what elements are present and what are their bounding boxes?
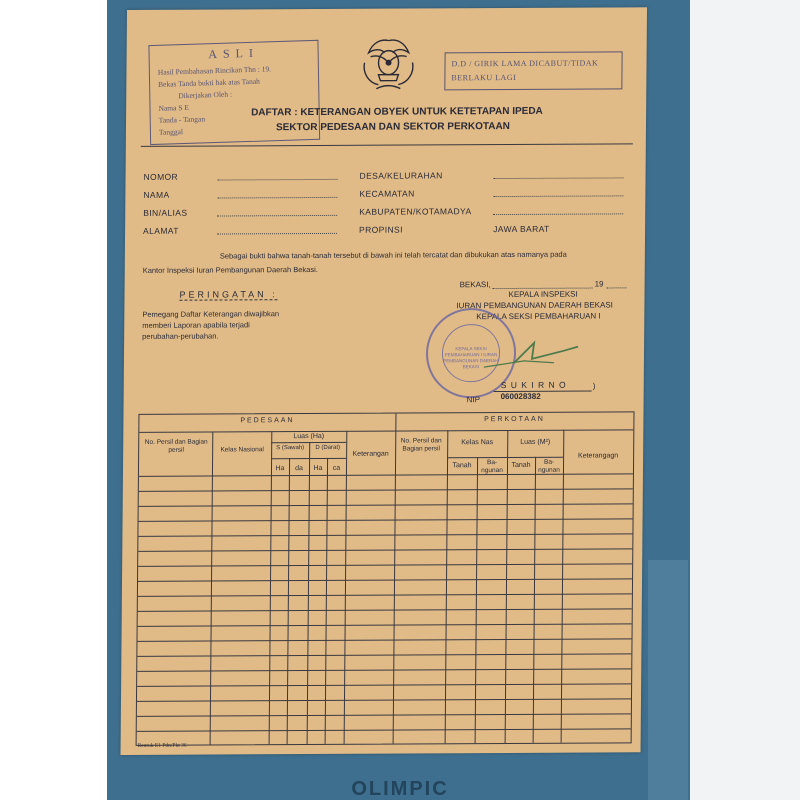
girik-stamp-line: BERLAKU LAGI [451,72,517,83]
asli-stamp-line: Bekas Tanda bukti hak atas Tanah [158,76,260,89]
warning-line: memberi Laporan apabila terjadi [142,320,250,330]
field-alamat-label: ALAMAT [143,225,179,236]
warning-line: Pemegang Daftar Keterangan diwajibkan [142,309,280,319]
field-nomor-label: NOMOR [143,171,179,182]
signatory-line: KEPALA INSPEKSI [508,289,578,299]
field-bin-alias-line[interactable] [217,215,337,217]
backdrop-fold [648,560,688,800]
header-tanah: Tanah [452,462,472,470]
asli-stamp-line: Tanda - Tangan [158,114,206,125]
form-code: Bentuk E1 Pdn/Pkt 36 [137,742,187,749]
field-nama-line[interactable] [217,197,337,199]
field-nomor-line[interactable] [218,179,338,181]
header-persil-kota: No. Persil dan Bagian persil [400,437,442,453]
asli-stamp-line: Nama S E [158,102,190,113]
header-da: da [295,465,303,473]
girik-stamp-line: D.D / GIRIK LAMA DICABUT/TIDAK [451,58,599,69]
year-line[interactable] [607,287,627,288]
backdrop-label: OLIMPIC [351,778,449,800]
name-bracket: ) [592,381,596,391]
statement-line: Sebagai bukti bahwa tanah-tanah tersebut di bawah ini telah tercatat dan dibukukan atas namanya pada [219,249,567,261]
header-ha: Ha [313,464,323,472]
signature-icon [474,333,584,374]
header-bangunan: Ba-ngunan [538,458,560,474]
field-alamat-line[interactable] [217,233,337,235]
asli-stamp-title: ASLI [208,45,260,62]
plastic-sleeve [690,0,800,800]
place-year: 19 [594,279,604,289]
title-rule [141,143,633,147]
header-keterangan-kota: Keterangagn [578,452,619,460]
field-kecamatan-line[interactable] [493,195,623,197]
warning-title: PERINGATAN : [179,289,278,300]
header-kelas-nasional: Kelas Nasional [220,446,264,454]
nip-value: 060028382 [500,391,541,402]
signatory-line: IURAN PEMBANGUNAN DAERAH BEKASI [456,300,613,311]
header-ca: ca [332,464,341,472]
field-desa-label: DESA/KELURAHAN [359,170,443,181]
round-stamp-text: KEPALA SEKSI PEMBAHARUAN I IURAN PEMBANGUNAN DAERAH BEKASI [443,346,499,370]
header-tanah: Tanah [511,461,531,469]
place-city: BEKASI, [459,280,491,290]
header-darat: D (Darat) [315,444,341,451]
form-title: DAFTAR : KETERANGAN OBYEK UNTUK KETETAPAN IPEDA [251,105,543,119]
header-sawah: S (Sawah) [276,445,305,452]
header-bangunan: Ba-ngunan [481,459,503,475]
land-table [136,411,635,746]
header-luas-m2: Luas (M²) [520,438,551,446]
field-kecamatan-label: KECAMATAN [359,188,415,199]
header-pedesaan: PEDESAAN [240,417,295,425]
asli-stamp-line: Hasil Pembahasan Rincikan Thn : 19. [157,64,272,77]
asli-stamp-line: Tanggal [158,127,184,137]
statement-line: Kantor Inspeksi Iuran Pembangunan Daerah Bekasi. [142,264,318,275]
field-bin-alias-label: BIN/ALIAS [143,207,188,218]
girik-stamp [444,51,622,90]
form-subtitle: SEKTOR PEDESAAN DAN SEKTOR PERKOTAAN [275,120,510,134]
header-keterangan: Keterangan [352,450,389,458]
signatory-name: S U K I R N O [500,379,567,391]
header-persil: No. Persil dan Bagian persil [144,438,208,454]
warning-line: perubahan-perubahan. [142,331,219,341]
ipeda-form [120,7,647,755]
asli-stamp-line: Dikerjakan Oleh : [178,89,233,101]
field-propinsi-label: PROPINSI [359,224,403,235]
header-perkotaan: PERKOTAAN [484,415,545,424]
field-desa-line[interactable] [494,177,624,179]
field-propinsi-value: JAWA BARAT [493,223,550,235]
header-kelas-nas: Kelas Nas [461,439,494,447]
signatory-line: KEPALA SEKSI PEMBAHARUAN I [476,311,601,322]
header-luas-ha: Luas (Ha) [293,432,325,441]
header-ha: Ha [275,465,285,473]
garuda-emblem-icon [356,32,421,92]
nip-label: NIP [466,395,480,405]
field-kabupaten-label: KABUPATEN/KOTAMADYA [359,206,472,217]
field-nama-label: NAMA [143,189,170,200]
field-kabupaten-line[interactable] [493,213,623,215]
